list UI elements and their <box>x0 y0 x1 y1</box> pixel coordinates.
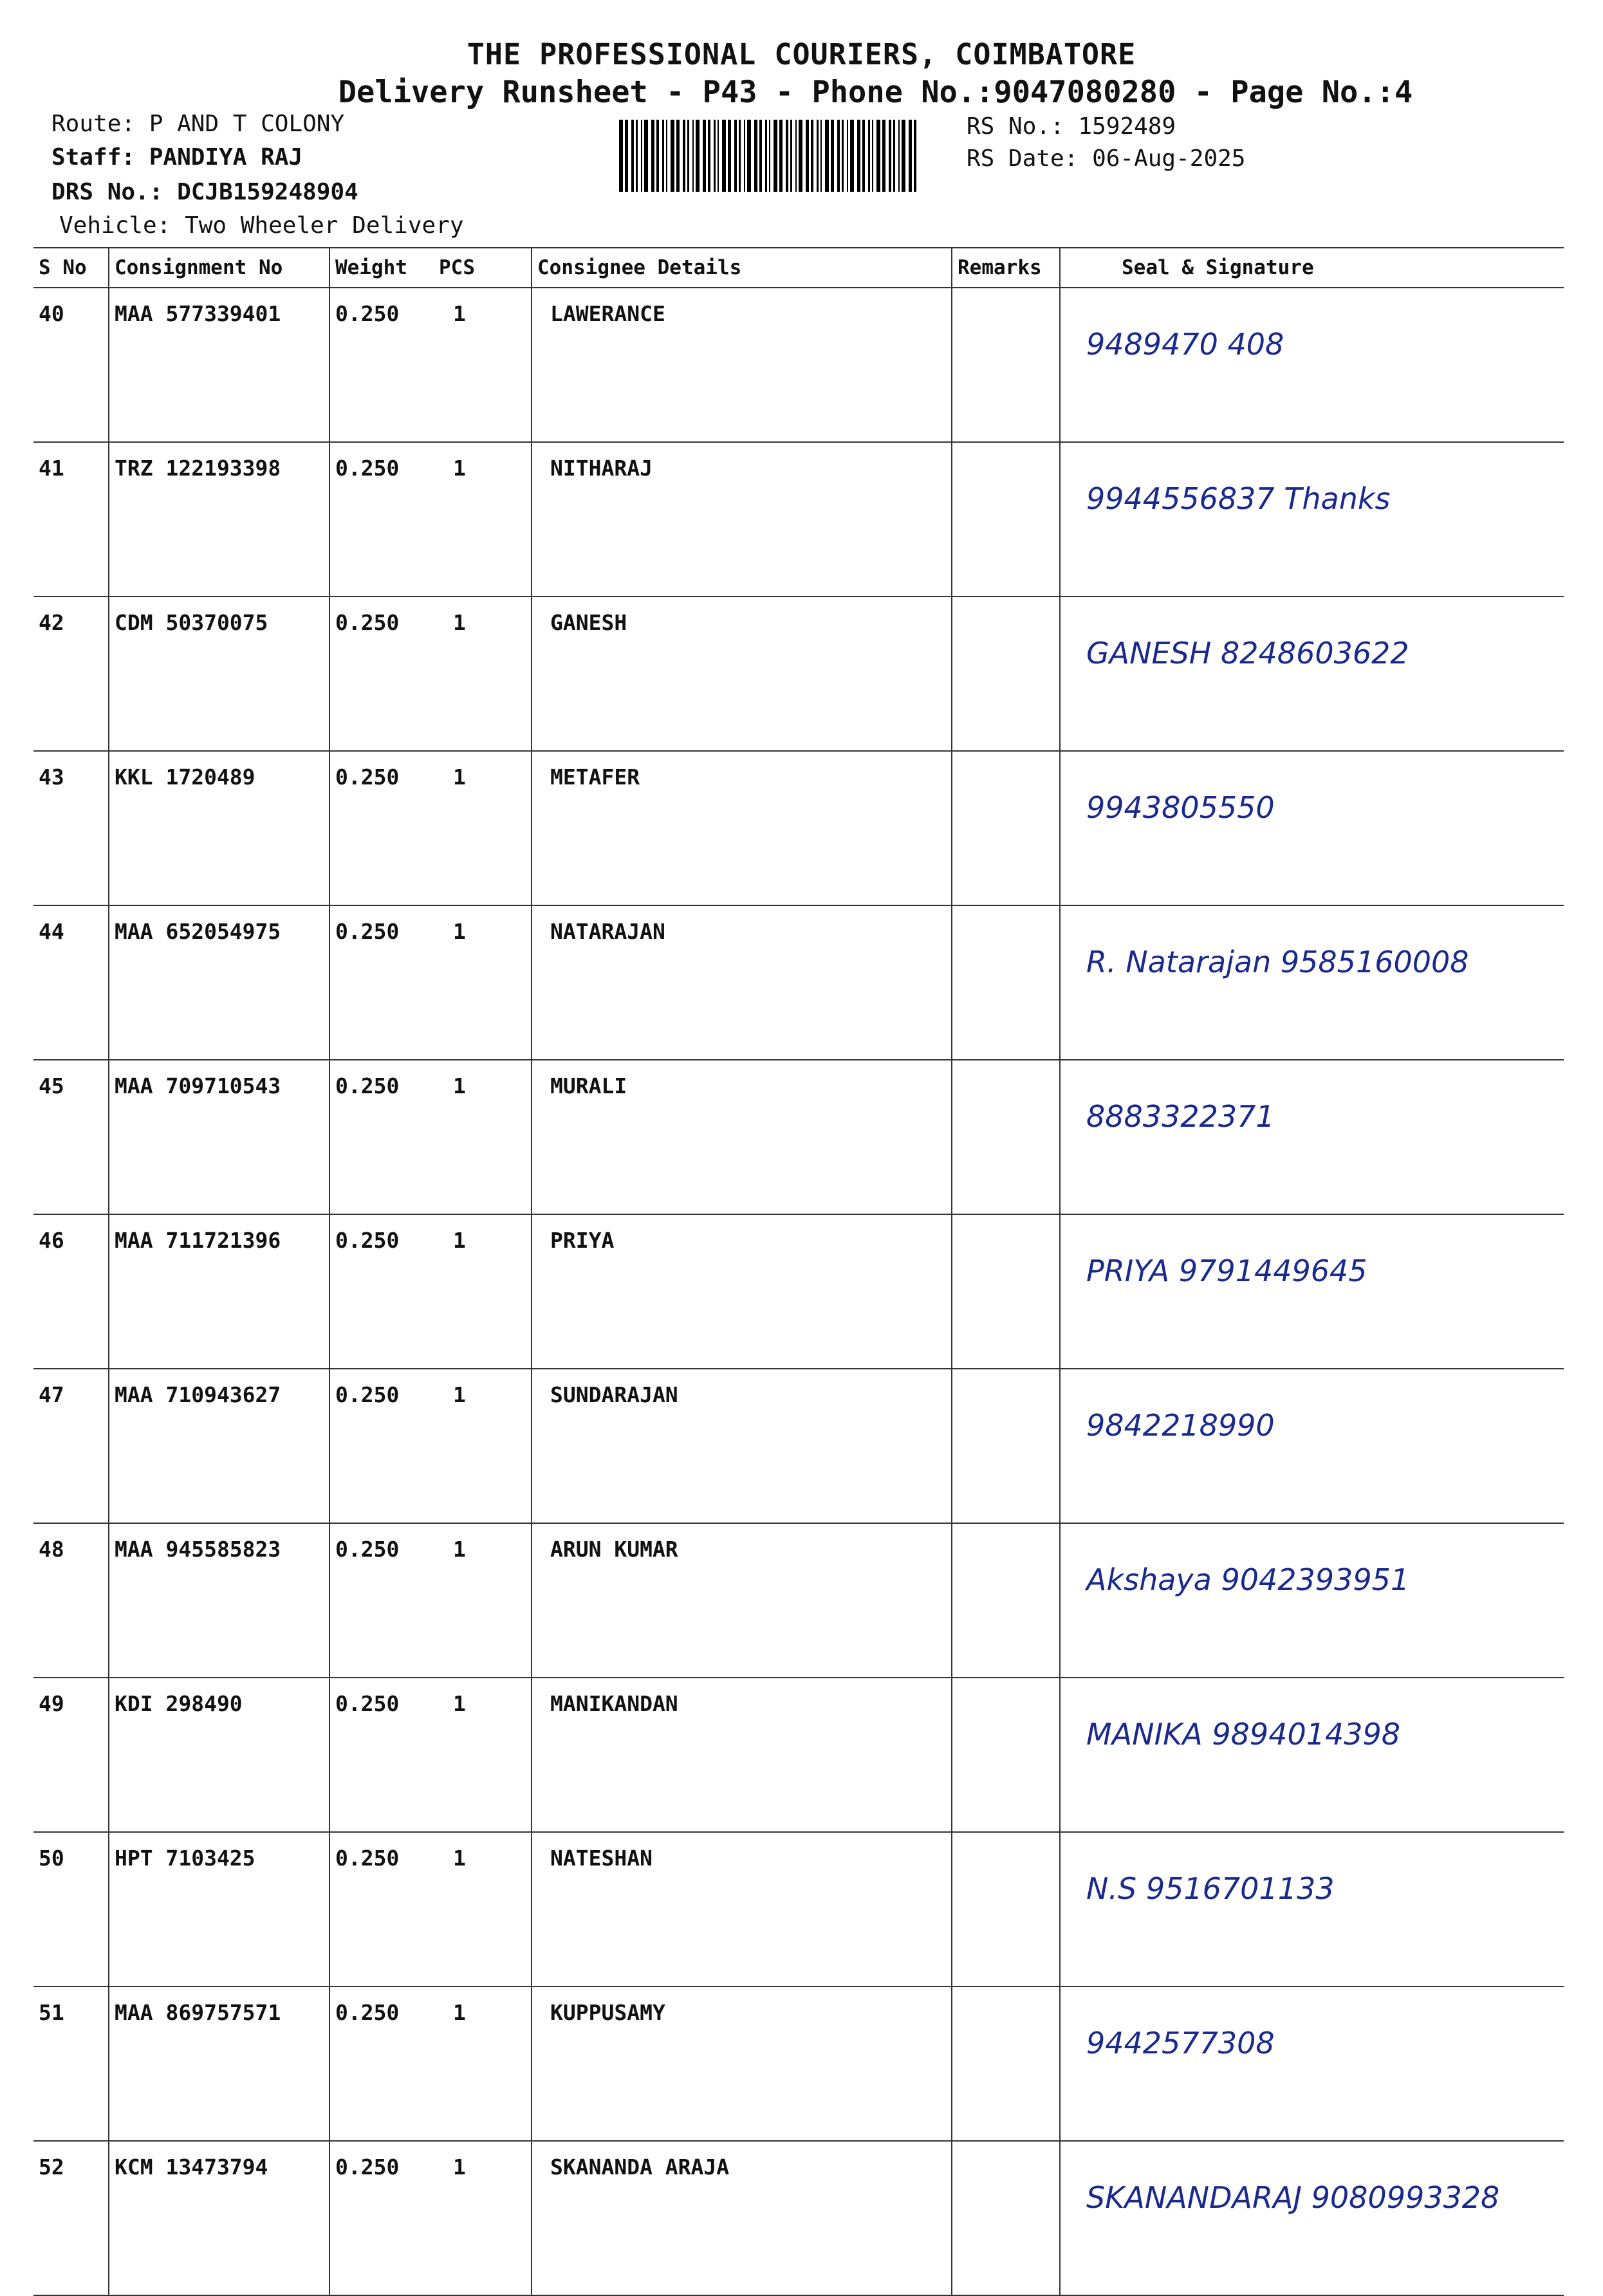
row-weight: 0.250 <box>329 597 434 751</box>
route-label: Route: P AND T COLONY <box>51 111 345 137</box>
row-pcs: 1 <box>434 1832 532 1986</box>
barcode-image <box>619 120 916 192</box>
row-signature: GANESH 8248603622 <box>1060 597 1564 751</box>
row-pcs: 1 <box>434 597 532 751</box>
row-signature: 9842218990 <box>1060 1369 1564 1523</box>
row-consignment-no: KDI 298490 <box>109 1678 329 1832</box>
row-signature: N.S 9516701133 <box>1060 1832 1564 1986</box>
row-consignee: GANESH <box>532 597 952 751</box>
row-pcs: 1 <box>434 905 532 1060</box>
table-row <box>33 1832 1564 1986</box>
row-sno: 49 <box>33 1678 109 1832</box>
runsheet-table <box>33 247 1564 2296</box>
vehicle-label: Vehicle: Two Wheeler Delivery <box>59 212 464 239</box>
row-weight: 0.250 <box>329 1060 434 1214</box>
col-header-consignment: Consignment No <box>109 248 329 288</box>
row-signature: 9442577308 <box>1060 1986 1564 2141</box>
company-title: THE PROFESSIONAL COURIERS, COIMBATORE <box>467 37 1136 71</box>
row-weight: 0.250 <box>329 1369 434 1523</box>
row-remarks <box>952 1369 1060 1523</box>
row-consignment-no: MAA 710943627 <box>109 1369 329 1523</box>
row-consignment-no: MAA 652054975 <box>109 905 329 1060</box>
row-pcs: 1 <box>434 751 532 905</box>
col-header-remarks: Remarks <box>952 248 1060 288</box>
row-signature: 9943805550 <box>1060 751 1564 905</box>
row-consignment-no: KCM 13473794 <box>109 2141 329 2295</box>
row-pcs: 1 <box>434 1523 532 1678</box>
row-weight: 0.250 <box>329 442 434 597</box>
row-weight: 0.250 <box>329 1986 434 2141</box>
row-consignee: SUNDARAJAN <box>532 1369 952 1523</box>
table-row <box>33 1369 1564 1523</box>
row-remarks <box>952 442 1060 597</box>
row-consignee: NATARAJAN <box>532 905 952 1060</box>
row-signature: SKANANDARAJ 9080993328 <box>1060 2141 1564 2295</box>
row-consignment-no: CDM 50370075 <box>109 597 329 751</box>
row-signature: MANIKA 9894014398 <box>1060 1678 1564 1832</box>
rs-date: RS Date: 06-Aug-2025 <box>967 145 1246 172</box>
row-weight: 0.250 <box>329 751 434 905</box>
col-header-weight: Weight <box>329 248 434 288</box>
rs-number: RS No.: 1592489 <box>967 113 1176 140</box>
row-sno: 50 <box>33 1832 109 1986</box>
row-signature: 9944556837 Thanks <box>1060 442 1564 597</box>
table-row <box>33 1523 1564 1678</box>
col-header-consignee: Consignee Details <box>532 248 952 288</box>
row-consignment-no: KKL 1720489 <box>109 751 329 905</box>
table-row <box>33 1060 1564 1214</box>
row-pcs: 1 <box>434 288 532 442</box>
row-consignee: PRIYA <box>532 1214 952 1369</box>
table-row <box>33 1678 1564 1832</box>
row-pcs: 1 <box>434 2141 532 2295</box>
runsheet-subtitle: Delivery Runsheet - P43 - Phone No.:9047080280 - Page No.:4 <box>338 75 1413 110</box>
row-remarks <box>952 905 1060 1060</box>
row-signature: 8883322371 <box>1060 1060 1564 1214</box>
col-header-pcs: PCS <box>434 248 532 288</box>
row-remarks <box>952 1214 1060 1369</box>
row-consignee: KUPPUSAMY <box>532 1986 952 2141</box>
row-weight: 0.250 <box>329 1523 434 1678</box>
row-pcs: 1 <box>434 442 532 597</box>
row-remarks <box>952 1523 1060 1678</box>
row-sno: 42 <box>33 597 109 751</box>
row-sno: 41 <box>33 442 109 597</box>
row-signature: PRIYA 9791449645 <box>1060 1214 1564 1369</box>
staff-label: Staff: PANDIYA RAJ <box>51 144 303 171</box>
row-weight: 0.250 <box>329 1214 434 1369</box>
row-sno: 51 <box>33 1986 109 2141</box>
table-row <box>33 1986 1564 2141</box>
col-header-seal: Seal & Signature <box>1060 248 1564 288</box>
table-row <box>33 751 1564 905</box>
row-remarks <box>952 597 1060 751</box>
row-pcs: 1 <box>434 1986 532 2141</box>
row-consignee: SKANANDA ARAJA <box>532 2141 952 2295</box>
row-pcs: 1 <box>434 1060 532 1214</box>
row-sno: 48 <box>33 1523 109 1678</box>
drs-label: DRS No.: DCJB159248904 <box>51 179 358 205</box>
row-remarks <box>952 288 1060 442</box>
row-sno: 44 <box>33 905 109 1060</box>
row-sno: 40 <box>33 288 109 442</box>
row-remarks <box>952 1678 1060 1832</box>
col-header-sno: S No <box>33 248 109 288</box>
row-consignee: NATESHAN <box>532 1832 952 1986</box>
row-pcs: 1 <box>434 1214 532 1369</box>
row-signature: Akshaya 9042393951 <box>1060 1523 1564 1678</box>
row-consignment-no: MAA 711721396 <box>109 1214 329 1369</box>
row-consignee: NITHARAJ <box>532 442 952 597</box>
row-remarks <box>952 2141 1060 2295</box>
table-row <box>33 1214 1564 1369</box>
row-pcs: 1 <box>434 1678 532 1832</box>
table-row <box>33 905 1564 1060</box>
row-consignee: METAFER <box>532 751 952 905</box>
row-sno: 43 <box>33 751 109 905</box>
row-consignment-no: MAA 945585823 <box>109 1523 329 1678</box>
row-remarks <box>952 1986 1060 2141</box>
row-weight: 0.250 <box>329 288 434 442</box>
row-consignee: ARUN KUMAR <box>532 1523 952 1678</box>
row-consignee: MANIKANDAN <box>532 1678 952 1832</box>
row-sno: 46 <box>33 1214 109 1369</box>
table-row <box>33 288 1564 442</box>
row-weight: 0.250 <box>329 905 434 1060</box>
table-header-row <box>33 248 1564 288</box>
table-row <box>33 2141 1564 2295</box>
table-row <box>33 597 1564 751</box>
row-consignee: LAWERANCE <box>532 288 952 442</box>
row-pcs: 1 <box>434 1369 532 1523</box>
table-row <box>33 442 1564 597</box>
row-sno: 52 <box>33 2141 109 2295</box>
row-sno: 45 <box>33 1060 109 1214</box>
row-consignment-no: TRZ 122193398 <box>109 442 329 597</box>
row-weight: 0.250 <box>329 1832 434 1986</box>
row-signature: R. Natarajan 9585160008 <box>1060 905 1564 1060</box>
row-weight: 0.250 <box>329 2141 434 2295</box>
row-remarks <box>952 751 1060 905</box>
row-sno: 47 <box>33 1369 109 1523</box>
row-weight: 0.250 <box>329 1678 434 1832</box>
row-consignment-no: MAA 869757571 <box>109 1986 329 2141</box>
row-remarks <box>952 1832 1060 1986</box>
row-consignment-no: MAA 709710543 <box>109 1060 329 1214</box>
row-remarks <box>952 1060 1060 1214</box>
row-signature: 9489470 408 <box>1060 288 1564 442</box>
row-consignee: MURALI <box>532 1060 952 1214</box>
row-consignment-no: HPT 7103425 <box>109 1832 329 1986</box>
row-consignment-no: MAA 577339401 <box>109 288 329 442</box>
